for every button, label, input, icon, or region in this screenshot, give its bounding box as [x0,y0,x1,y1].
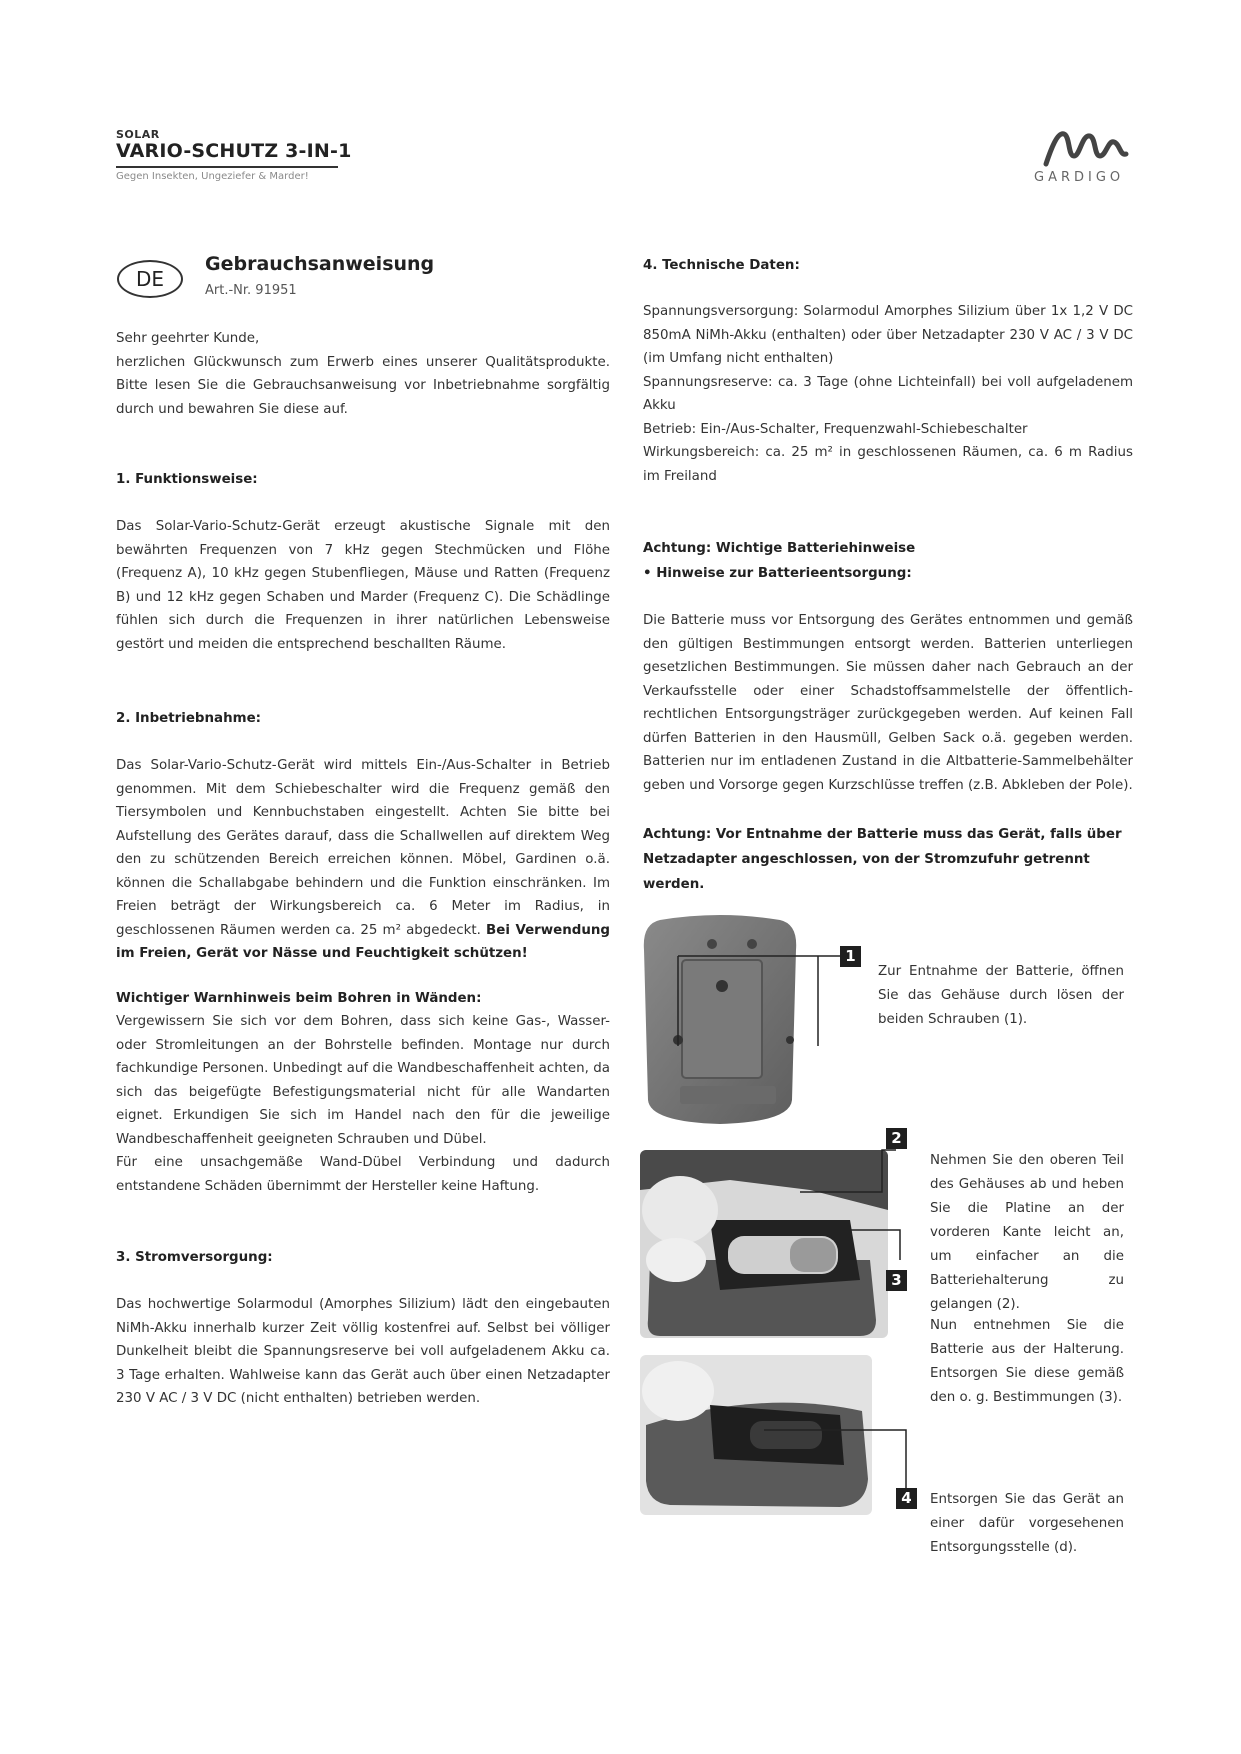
intro-block [116,327,610,421]
tech-data-line: Spannungsreserve: ca. 3 Tage (ohne Lichteinfall) bei voll aufgeladenem Akku [643,374,1133,413]
logo-solar-label: SOLAR [116,128,160,141]
step-badge-3: 3 [886,1270,907,1291]
language-badge: DE [117,260,183,298]
section-2-text: Das Solar-Vario-Schutz-Gerät wird mittels Ein-/Aus-Schalter in Betrieb genommen. Mit dem Schiebeschalter wird die Frequenz gemäß den Tiersymbolen und Kennbuchstaben eingestellt. Achten Sie bitte bei Aufstellung des Gerätes darauf, dass die Schallwellen auf direktem Weg den zu schützenden Bereich erreichen können. Möbel, Gardinen o.ä. können die Schallabgabe behindern und die Funktion einschränken. Im Freien beträgt der Wirkungsbereich ca. 6 Meter im Radius, in geschlossenen Räumen werden ca. 25 m² abgedeckt. [116,758,610,938]
tech-data-line: Wirkungsbereich: ca. 25 m² in geschlossenen Räumen, ca. 6 m Radius im Freiland [643,445,1133,484]
drilling-warning-text: Vergewissern Sie sich vor dem Bohren, dass sich keine Gas-, Wasser- oder Stromleitungen an der Bohrstelle befinden. Montage nur durch fachkundige Personen. Unbedingt auf die Wandbeschaffenheit achten, da sich das beigefügte Befestigungsmaterial nicht für alle Wandarten eignet. Erkundigen Sie sich im Handel nach den für die jeweilige Wandbeschaffenheit geeigneten Schrauben und Dübel. [116,1014,610,1147]
battery-disposal-text: Die Batterie muss vor Entsorgung des Gerätes entnommen und gemäß den gültigen Bestimmungen entsorgt werden. Batterien unterliegen gesetzlichen Bestimmungen. Sie müssen daher nach Gebrauch an der Verkaufsstelle oder einer Schadstoffsammelstelle der öffentlich-rechtlichen Entsorgungsträger zurückgegeben werden. Auf keinen Fall dürfen Batterien in den Hausmüll, Gelben Sack o.ä. gegeben werden. Batterien nur im entladenen Zustand in die Altbatterie-Sammelbehälter geben und Vorsorge gegen Kurzschlüsse treffen (z.B. Abkleben der Pole). [643,613,1133,793]
section-2-heading: 2. Inbetriebnahme: [116,711,262,726]
product-logo-subtitle: Gegen Insekten, Ungeziefer & Marder! [116,171,309,182]
section-3-heading: 3. Stromversorgung: [116,1250,273,1265]
step-3-caption: Nun entnehmen Sie die Batterie aus der Halterung. Entsorgen Sie diese gemäß den o. g. Bestimmungen (3). [930,1318,1124,1405]
step-badge-2: 2 [886,1128,907,1149]
document-title: Gebrauchsanweisung [205,253,435,275]
tech-data-line: Spannungsversorgung: Solarmodul Amorphes Silizium über 1x 1,2 V DC 850mA NiMh-Akku (enthalten) oder über Netzadapter 230 V AC / 3 V DC (im Umfang nicht enthalten) [643,304,1133,366]
tech-data-line: Betrieb: Ein-/Aus-Schalter, Frequenzwahl-Schiebeschalter [643,421,1028,437]
callout-lines-3 [760,1420,910,1500]
section-2-bold-note: Bei Verwendung im Freien, Gerät vor Nässe und Feuchtigkeit schützen! [116,922,610,961]
section-4-heading: 4. Technische Daten: [643,258,800,273]
article-number: Art.-Nr. 91951 [205,283,297,298]
greeting: Sehr geehrter Kunde, [116,331,260,346]
step-4-caption: Entsorgen Sie das Gerät an einer dafür vorgesehenen Entsorgungsstelle (d). [930,1492,1124,1555]
brand-name: GARDIGO [1034,170,1125,185]
step-1-caption: Zur Entnahme der Batterie, öffnen Sie das Gehäuse durch lösen der beiden Schrauben (1). [878,964,1124,1027]
section-1-text: Das Solar-Vario-Schutz-Gerät erzeugt akustische Signale mit den bewährten Frequenzen von 7 kHz gegen Stechmücken und Flöhe (Frequenz A), 10 kHz gegen Stubenfliegen, Mäuse und Ratten (Frequenz B) und 12 kHz gegen Schaben und Marder (Frequenz C). Die Schädlinge fühlen sich durch die Frequenzen in ihrer natürlichen Lebensweise gestört und meiden die entsprechend beschallten Räume. [116,519,610,652]
battery-disposal-heading: • Hinweise zur Batterieentsorgung: [643,566,912,581]
battery-removal-warning: Achtung: Vor Entnahme der Batterie muss das Gerät, falls über Netzadapter angeschlossen, von der Stromzufuhr getrennt werden. [643,827,1122,892]
section-1-heading: 1. Funktionsweise: [116,472,258,487]
drilling-warning-heading: Wichtiger Warnhinweis beim Bohren in Wänden: [116,991,482,1006]
product-logo-title: VARIO-SCHUTZ 3-IN-1 [116,140,352,162]
section-2-block [116,754,610,966]
battery-heading: Achtung: Wichtige Batteriehinweise [643,541,916,556]
step-badge-4: 4 [896,1488,917,1509]
drilling-warning-liability: Für eine unsachgemäße Wand-Dübel Verbindung und dadurch entstandene Schäden übernimmt der Hersteller keine Haftung. [116,1155,610,1194]
intro-text: herzlichen Glückwunsch zum Erwerb eines unserer Qualitätsprodukte. Bitte lesen Sie die Gebrauchsanweisung vor Inbetriebnahme sorgfältig durch und bewahren Sie diese auf. [116,354,610,417]
logo-underline [116,166,338,168]
step-badge-1: 1 [840,946,861,967]
step-2-caption: Nehmen Sie den oberen Teil des Gehäuses ab und heben Sie die Platine an der vorderen Kante leicht an, um einfacher an die Batteriehalterung zu gelangen (2). [930,1153,1124,1312]
tech-data-block [643,300,1133,488]
gardigo-logo-icon [1042,126,1130,168]
drilling-warning-block [116,1010,610,1198]
section-3-text: Das hochwertige Solarmodul (Amorphes Silizium) lädt den eingebauten NiMh-Akku innerhalb kurzer Zeit völlig kostenfrei auf. Selbst bei völliger Dunkelheit bleibt die Spannungsreserve bei voll aufgeladenem Akku ca. 3 Tage erhalten. Wahlweise kann das Gerät auch über einen Netzadapter 230 V AC / 3 V DC (nicht enthalten) betrieben werden. [116,1297,610,1406]
callout-lines-2 [790,1140,910,1290]
